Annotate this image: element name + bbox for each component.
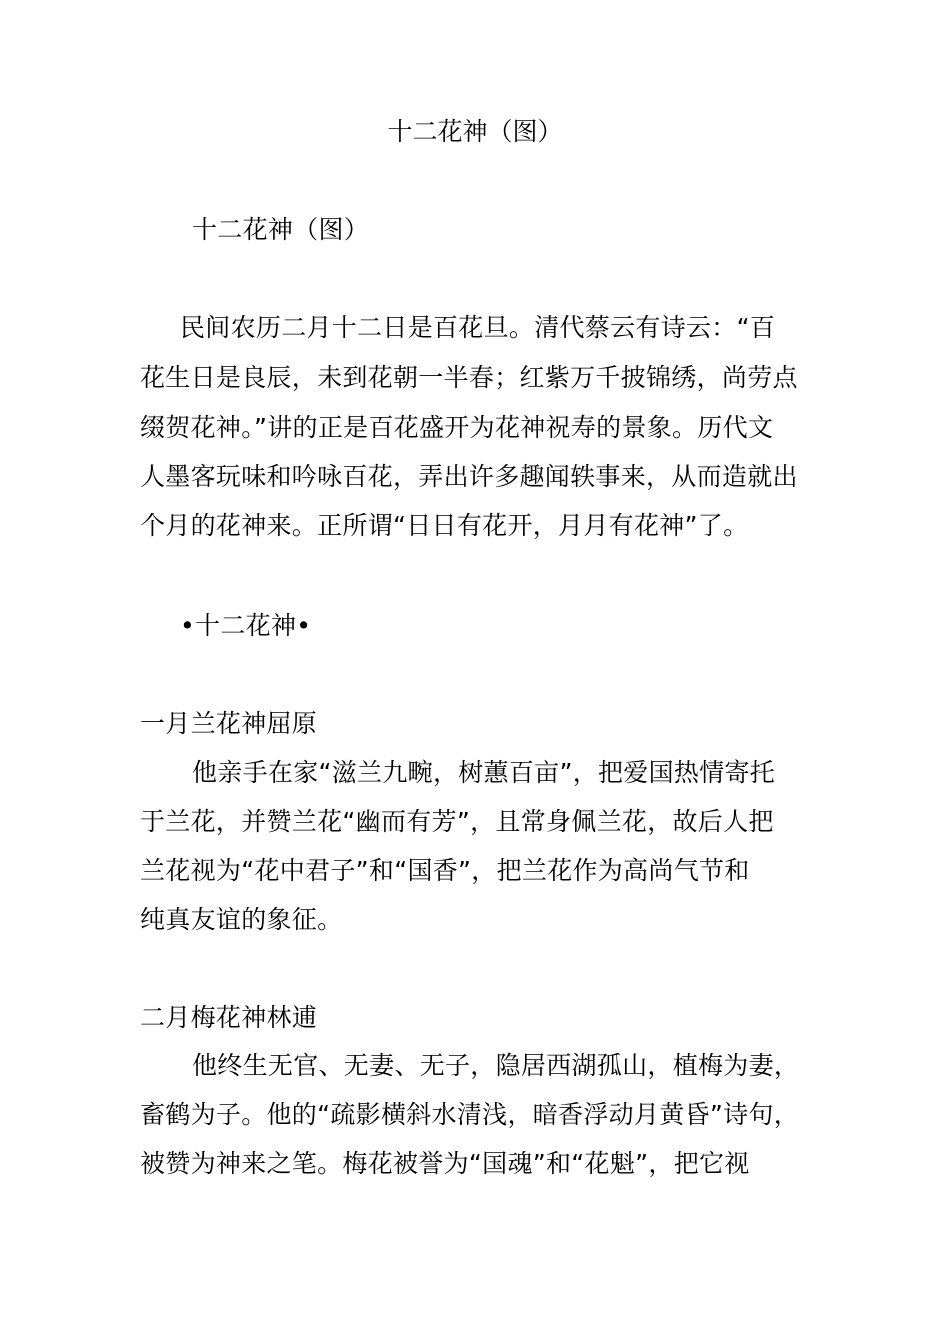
section-heading: •十二花神• bbox=[180, 611, 312, 640]
intro-line: 缀贺花神。”讲的正是百花盛开为花神祝寿的景象。历代文 bbox=[140, 413, 774, 442]
intro-line: 个月的花神来。正所谓“日日有花开，月月有花神”了。 bbox=[140, 511, 749, 540]
month-heading: 一月兰花神屈原 bbox=[140, 709, 318, 738]
month-text-line: 他亲手在家“滋兰九畹，树蕙百亩”，把爱国热情寄托 bbox=[192, 758, 776, 787]
intro-line: 花生日是良辰，未到花朝一半春；红紫万千披锦绣，尚劳点 bbox=[140, 363, 798, 392]
document-title: 十二花神（图） bbox=[387, 117, 563, 146]
month-text-line: 被赞为神来之笔。梅花被誉为“国魂”和“花魁”，把它视 bbox=[140, 1149, 750, 1178]
month-text-line: 畜鹤为子。他的“疏影横斜水清浅，暗香浮动月黄昏”诗句， bbox=[140, 1100, 800, 1129]
month-text-line: 于兰花，并赞兰花“幽而有芳”，且常身佩兰花，故后人把 bbox=[140, 807, 774, 836]
intro-line: 民间农历二月十二日是百花旦。清代蔡云有诗云：“百 bbox=[180, 313, 776, 342]
month-text-line: 纯真友谊的象征。 bbox=[140, 905, 343, 934]
month-text-line: 兰花视为“花中君子”和“国香”，把兰花作为高尚气节和 bbox=[140, 856, 750, 885]
month-heading: 二月梅花神林逋 bbox=[140, 1003, 318, 1032]
intro-line: 人墨客玩味和吟咏百花，弄出许多趣闻轶事来，从而造就出 bbox=[140, 462, 798, 491]
document-subtitle: 十二花神（图） bbox=[192, 215, 370, 244]
month-text-line: 他终生无官、无妻、无子，隐居西湖孤山，植梅为妻， bbox=[192, 1051, 800, 1080]
